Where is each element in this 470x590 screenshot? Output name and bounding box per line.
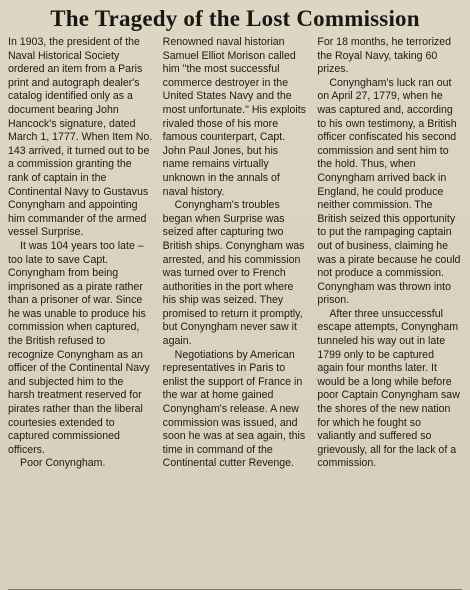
column-3 xyxy=(317,36,462,471)
paragraph: Renowned naval historian Samuel Elliot Morison called him "the most successful commerce destroyer in the United States Navy and the most unfortunate." His exploits rivaled those of his more famous counterpart, Capt. John Paul Jones, but his name remains virtually unknown in the annals of naval history. xyxy=(162,36,306,198)
paragraph: Negotiations by American representatives in Paris to enlist the support of France in the war at home gained Conyngham's release. A new commission was issued, and soon he was at sea again, this time in command of the Continental cutter Revenge. xyxy=(162,348,306,470)
article-body xyxy=(8,36,462,471)
column-1 xyxy=(8,36,153,471)
paragraph: It was 104 years too late – too late to save Capt. Conyngham from being imprisoned as a pirate rather than a prisoner of war. Since he was unable to produce his commission when captured, the British refused to recognize Conyngham as an officer of the Continental Navy and subjected him to the harsh treatment reserved for pirates rather than the liberal courtesies extended to captured commissioned officers. xyxy=(8,239,150,456)
paragraph: After three unsuccessful escape attempts, Conyngham tunneled his way out in late 1799 only to be captured again four months later. It would be a long while before poor Captain Conyngham saw the shores of the new nation for which he fought so valiantly and suffered so grievously, all for the lack of a commission. xyxy=(317,307,460,470)
paragraph: Conyngham's luck ran out on April 27, 1779, when he was captured and, according to his own testimony, a British officer confiscated his second commission and sent him to the hold. Thus, when Conyngham arrived back in England, he could produce neither commission. The British seized this opportunity to put the rampaging captain out of business, claiming he was a pirate because he could not produce a commission. Conyngham was thrown into prison. xyxy=(317,76,461,307)
paragraph: Poor Conyngham. xyxy=(20,457,106,470)
paragraph: For 18 months, he terrorized the Royal Navy, taking 60 prizes. xyxy=(317,36,452,76)
paragraph: Conyngham's troubles began when Surprise was seized after capturing two British ships. Conyngham was arrested, and his commission was turned over to French authorities in the port where his ship was seized. They promised to return it promptly, but Conyngham never saw it again. xyxy=(162,199,305,348)
article-title: The Tragedy of the Lost Commission xyxy=(50,6,420,31)
column-2 xyxy=(163,36,308,471)
paragraph: In 1903, the president of the Naval Historical Society ordered an item from a Paris print and autograph dealer's catalog identified only as a document bearing John Hancock's signature, dated March 1, 1777. When Item No. 143 arrived, it turned out to be a commission granting the rank of captain in the Continental Navy to Gustavus Conyngham and appointing him commander of the armed vessel Surprise. xyxy=(8,36,153,239)
